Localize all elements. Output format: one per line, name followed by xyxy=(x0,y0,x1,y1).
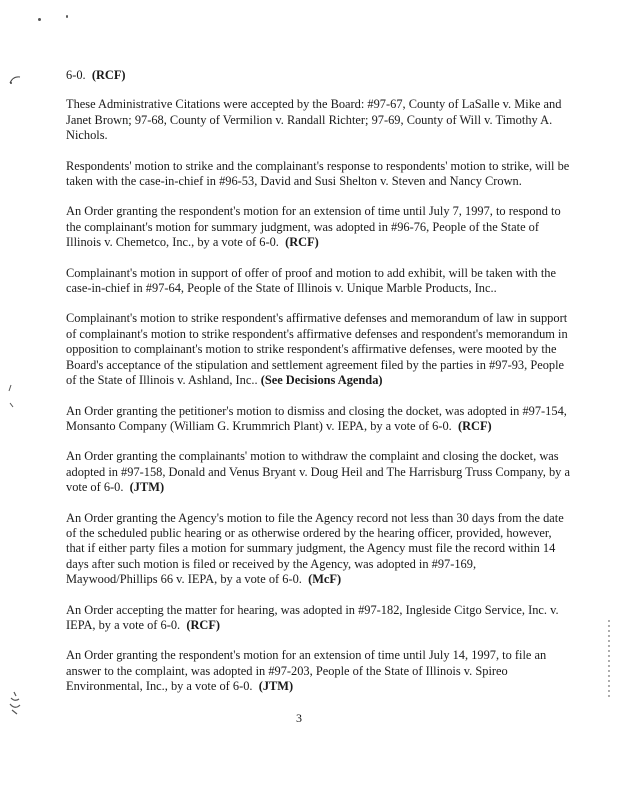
paragraph xyxy=(66,266,570,297)
initials-tag: (JTM) xyxy=(129,480,165,495)
scan-speck xyxy=(38,18,41,21)
initials-tag: (RCF) xyxy=(186,617,221,632)
scan-speck xyxy=(66,15,68,18)
paragraph-text: An Order granting the Agency's motion to file the Agency record not less than 30 days from the date of the scheduled public hearing or as otherwise ordered by the hearing officer, provided, however, that if either party files a motion for summary judgment, the Agency must file the record within 14 days after such motion is filed or received by the Agency, was adopted in #97-169, Maywood/Phillips 66 v. IEPA, by a vote of 6-0. xyxy=(66,510,564,587)
paragraph-text: These Administrative Citations were accepted by the Board: #97-67, County of LaSalle v. Mike and Janet Brown; 97-68, County of Vermilion v. Randall Richter; 97-69, County of Will v. Timothy A. Nichols. xyxy=(66,97,562,143)
scan-smudge xyxy=(6,690,24,716)
paragraph-text: Complainant's motion to strike respondent's affirmative defenses and memorandum of law in support of complainant's motion to strike respondent's affirmative defenses and respondent's memorandum in opposition to complainant's motion to strike respondent's affirmative defenses, were mooted by the Board's acceptance of the stipulation and settlement agreement filed by the parties in #97-93, People of the State of Illinois v. Ashland, Inc.. xyxy=(66,311,568,388)
initials-tag: (McF) xyxy=(308,572,342,587)
paragraph xyxy=(66,97,570,143)
paragraph-text: An Order granting the petitioner's motion to dismiss and closing the docket, was adopted in #97-154, Monsanto Company (William G. Krummrich Plant) v. IEPA, by a vote of 6-0. xyxy=(66,403,567,433)
paragraph-text: Complainant's motion in support of offer of proof and motion to add exhibit, will be taken with the case-in-chief in #97-64, People of the State of Illinois v. Unique Marble Products, Inc.. xyxy=(66,265,556,296)
paragraph xyxy=(66,511,570,588)
scan-mark xyxy=(606,620,612,700)
initials-tag: (See Decisions Agenda) xyxy=(260,373,383,388)
initials-tag: (RCF) xyxy=(91,68,126,82)
paragraph xyxy=(66,68,570,83)
paragraph xyxy=(66,648,570,694)
page-number: 3 xyxy=(296,711,302,725)
paragraph-text: An Order granting the respondent's motion for an extension of time until July 14, 1997, to file an answer to the complaint, was adopted in #97-203, People of the State of Illinois v. Spireo Environmental, Inc., by a vote of 6-0. xyxy=(66,648,547,694)
paragraph xyxy=(66,204,570,250)
paragraph xyxy=(66,311,570,388)
paragraph xyxy=(66,159,570,190)
document-body xyxy=(66,68,570,710)
initials-tag: (RCF) xyxy=(285,235,319,250)
paragraph-text: 6-0. xyxy=(66,68,86,82)
scan-mark xyxy=(6,383,16,413)
paragraph xyxy=(66,603,570,634)
paragraph-text: An Order accepting the matter for hearing, was adopted in #97-182, Ingleside Citgo Service, Inc. v. IEPA, by a vote of 6-0. xyxy=(66,602,559,632)
paragraph-text: An Order granting the respondent's motion for an extension of time until July 7, 1997, to respond to the complainant's motion for summary judgment, was adopted in #96-76, People of the State of Illinois v. Chemetco, Inc., by a vote of 6-0. xyxy=(66,204,561,250)
scan-mark xyxy=(8,74,22,86)
paragraph xyxy=(66,404,570,435)
initials-tag: (JTM) xyxy=(258,679,294,694)
paragraph-text: An Order granting the complainants' motion to withdraw the complaint and closing the docket, was adopted in #97-158, Donald and Venus Bryant v. Doug Heil and The Harrisburg Truss Company, by a vote of 6-0. xyxy=(66,449,570,495)
initials-tag: (RCF) xyxy=(457,418,492,433)
paragraph xyxy=(66,449,570,495)
paragraph-text: Respondents' motion to strike and the complainant's response to respondents' motion to strike, will be taken with the case-in-chief in #96-53, David and Susi Shelton v. Steven and Nancy Crown. xyxy=(66,158,570,189)
